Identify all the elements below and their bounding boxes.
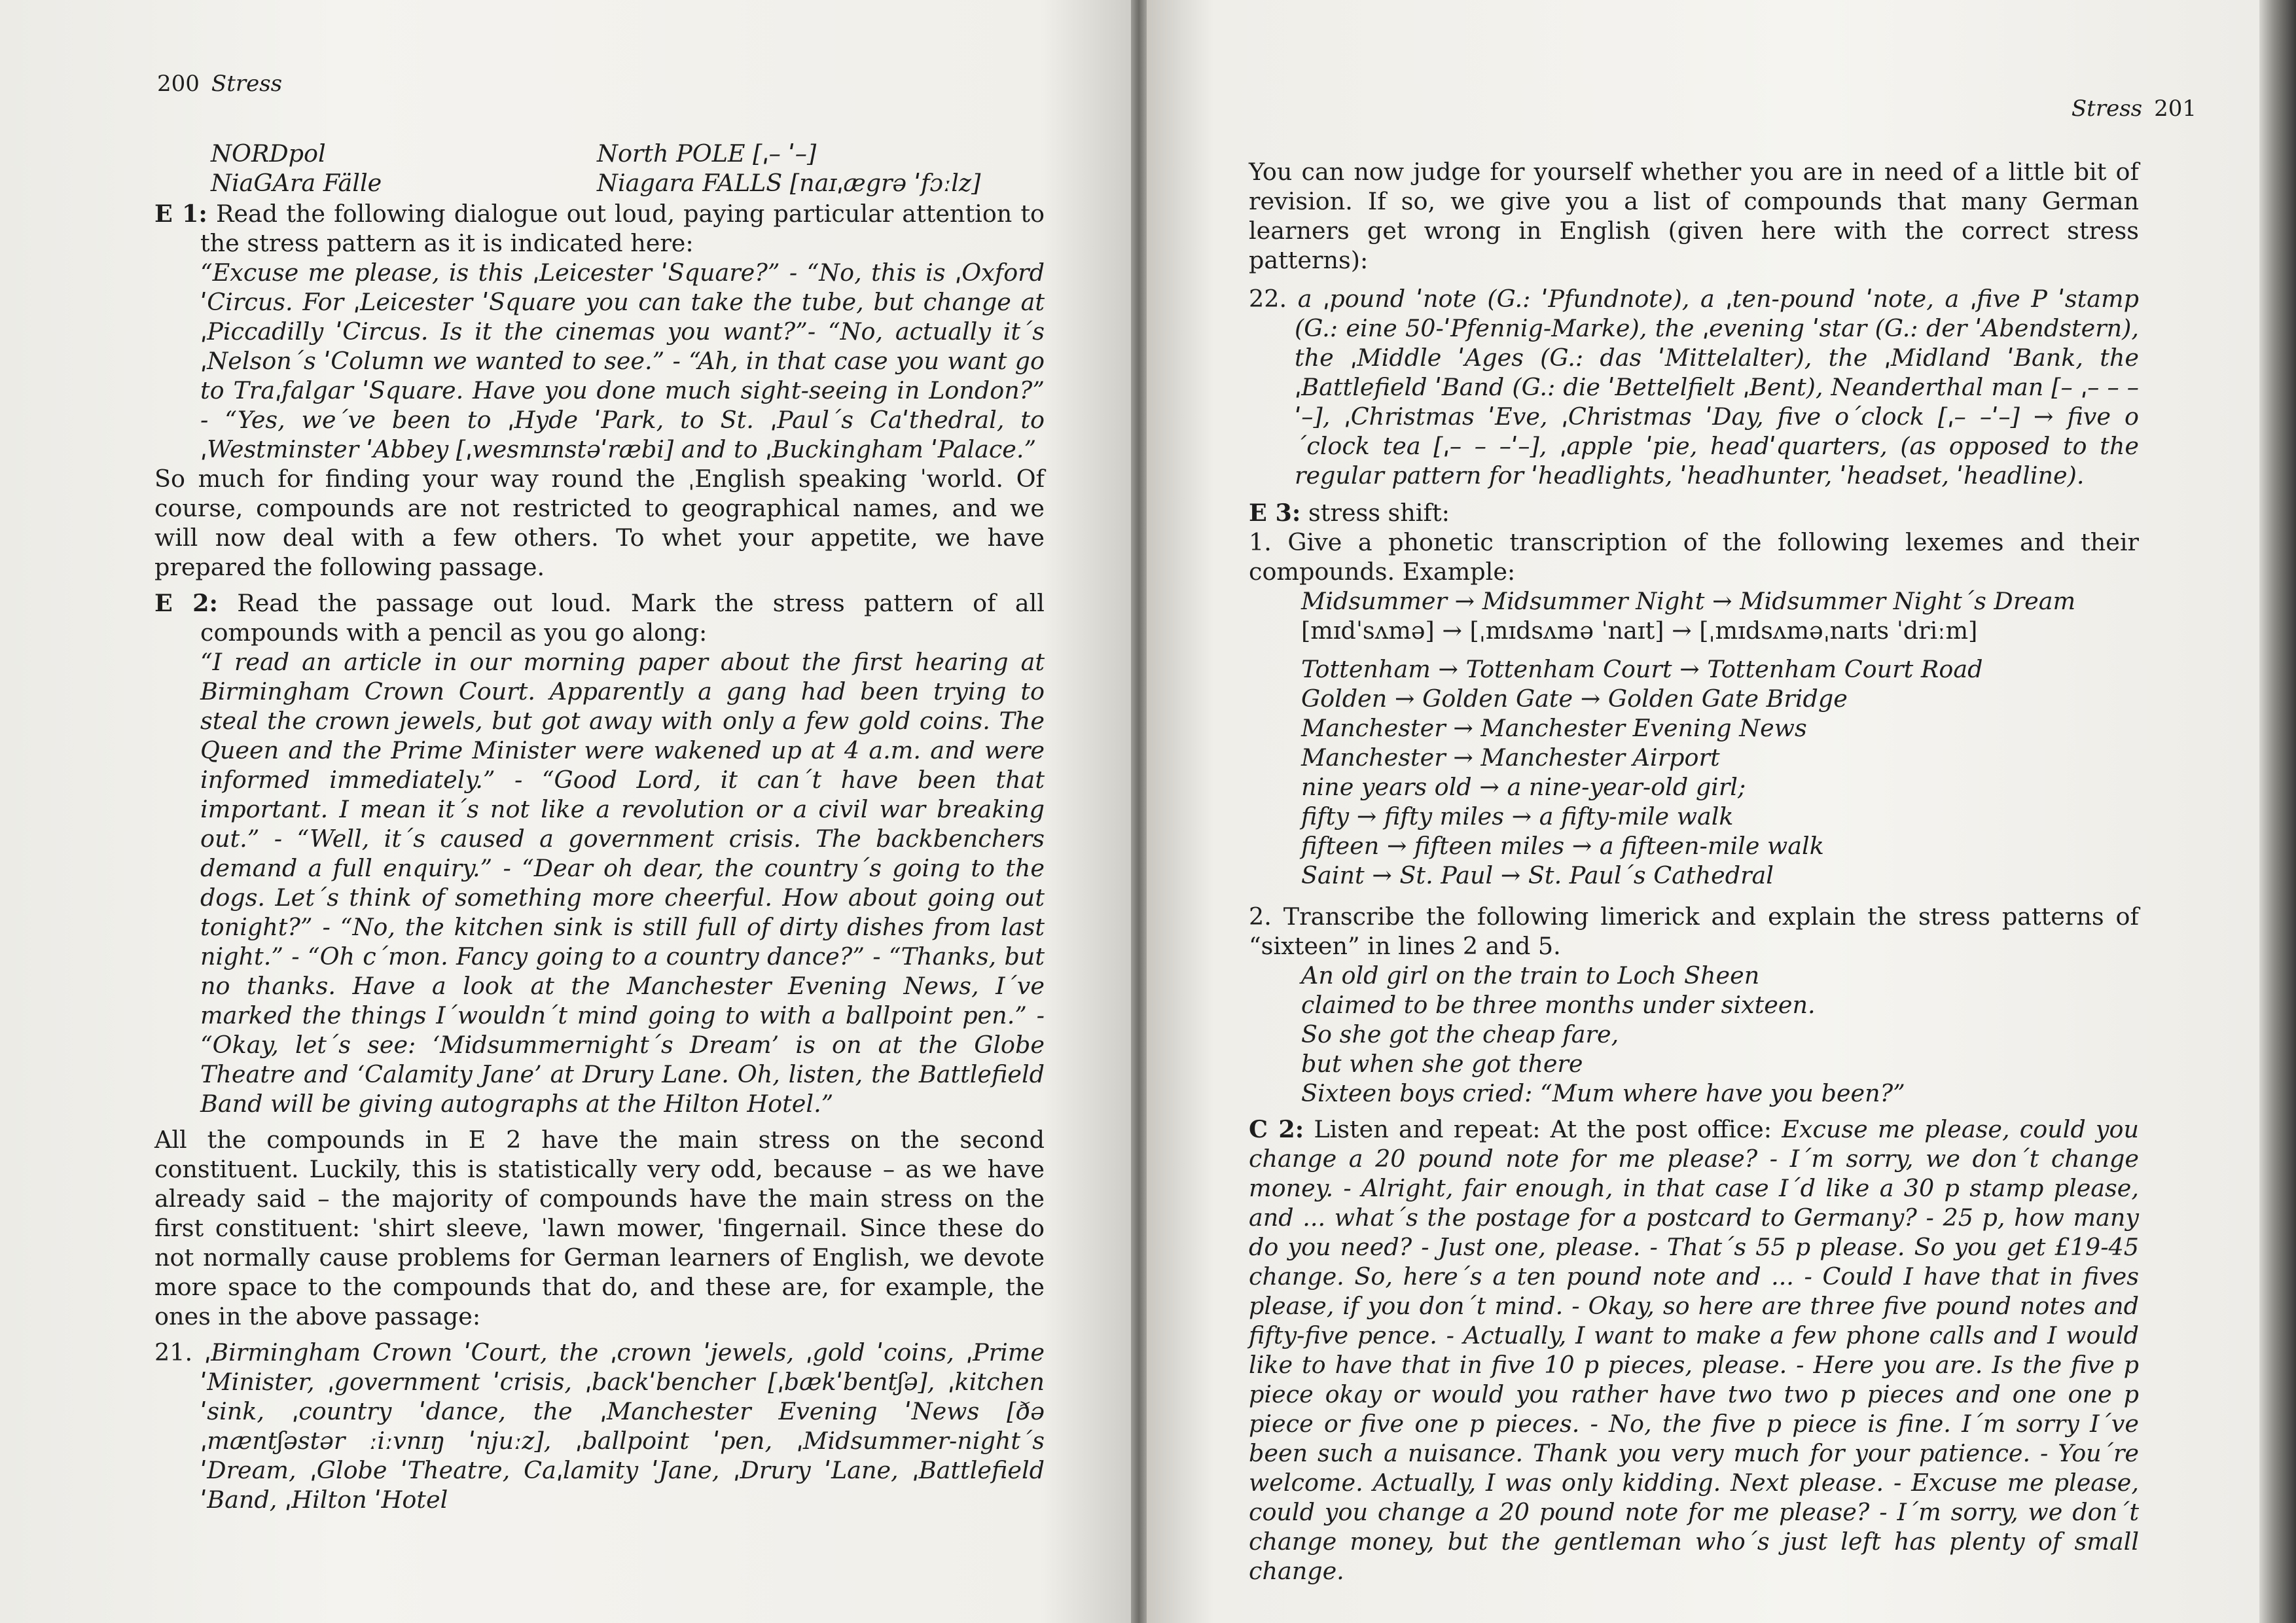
limerick-line: Sixteen boys cried: “Mum where have you been?” [1301, 1079, 1905, 1107]
task-1: 1. Give a phonetic transcription of the following lexemes and their compounds. Example: [1249, 528, 2139, 586]
exercise-e3 [1249, 498, 2139, 527]
exercise-line: Manchester → Manchester Evening News [1301, 714, 1807, 742]
page-number: 200 [157, 71, 200, 97]
exercise-line: Golden → Golden Gate → Golden Gate Bridge [1301, 685, 1848, 713]
item-text: a ˌpound ˈnote (G.: ˈPfundnote), a ˌten-pound ˈnote, a ˌfive P ˈstamp (G.: eine 50-ˈPfennig-Marke), the ˌevening ˈstar (G.: der ˈAbendstern), the ˌMiddle ˈAges (G.: das ˈMittelalter), the ˌMidland ˈBank, the ˌBattlefield ˈBand (G.: die ˈBettelfielt ˌBent), Neanderthal man [– ˌ– – – ˈ–], ˌChristmas ˈEve, ˌChristmas ˈDay, five o´clock [ˌ– –ˈ–] → five o´clock tea [ˌ– – –ˈ–], ˌapple ˈpie, headˈquarters, (as opposed to the regular pattern for ˈheadlights, ˈheadhunter, ˈheadset, ˈheadline). [1295, 285, 2140, 490]
right-page-body [1249, 157, 2139, 1586]
running-head-title: Stress [2071, 96, 2143, 122]
right-page [1147, 0, 2259, 1623]
numbered-item-22 [1249, 284, 2139, 490]
exercise-e1 [154, 199, 1045, 258]
example-german: NiaGAra Fälle [211, 169, 382, 197]
item-number: 22. [1249, 285, 1287, 313]
running-head-title: Stress [211, 71, 283, 97]
exercise-label: E 2: [154, 589, 219, 617]
left-page [0, 0, 1131, 1623]
example-row [154, 168, 1045, 198]
exercise-instruction: Read the following dialogue out loud, paying particular attention to the stress pattern as it is indicated here: [200, 200, 1045, 257]
paragraph: All the compounds in E 2 have the main stress on the second constituent. Luckily, this is statistically very odd, because – as we have already said – the majority of compounds have the main stress on the first constituent: ˈshirt sleeve, ˈlawn mower, ˈfingernail. Since these do not normally cause problems for German learners of English, we devote more space to the compounds that do, and these are, for example, the ones in the above passage: [154, 1126, 1045, 1330]
book-page-edge [2259, 0, 2296, 1623]
exercise-title: stress shift: [1308, 499, 1450, 527]
page-number: 201 [2154, 96, 2197, 122]
example-row [154, 139, 1045, 168]
numbered-item-21 [154, 1338, 1045, 1514]
left-running-head [157, 71, 282, 97]
paragraph: You can now judge for yourself whether you are in need of a little bit of revision. If so, we give you a list of compounds that many German learners get wrong in English (given here with the correct stress patterns): [1249, 158, 2139, 274]
example-block [1249, 586, 2139, 890]
exercise-label: C 2: [1249, 1115, 1304, 1143]
limerick-line: but when she got there [1301, 1050, 1583, 1078]
exercise-instruction: Read the passage out loud. Mark the stress pattern of all compounds with a pencil as you go along: [200, 589, 1045, 647]
item-number: 21. [154, 1338, 193, 1366]
exercise-line: Manchester → Manchester Airport [1301, 743, 1720, 772]
left-page-body [154, 139, 1045, 1514]
example-transcription: [mɪdˈsʌmə] → [ˌmɪdsʌmə ˈnaɪt] → [ˌmɪdsʌməˌnaɪts ˈdriːm] [1301, 616, 1978, 645]
exercise-label: E 3: [1249, 499, 1301, 527]
exercise-line: fifteen → fifteen miles → a fifteen-mile walk [1301, 832, 1824, 860]
limerick-line: An old girl on the train to Loch Sheen [1301, 961, 1760, 990]
exercise-line: fifty → fifty miles → a fifty-mile walk [1301, 802, 1734, 830]
dialogue-c2: Excuse me please, could you change a 20 pound note for me please? - I´m sorry, we don´t change money. - Alright, fair enough, in that case I´d like a 30 p stamp please, and ... what´s the postage for a postcard to Germany? - 25 p, how many do you need? - Just one, please. - That´s 55 p please. So you get £19-45 change. So, here´s a ten pound note and ... - Could I have that in fives please, if you don´t mind. - Okay, so here are three five pound notes and fifty-five pence. - Actually, I want to make a few phone calls and I would like to have that in five 10 p pieces, please. - Here you are. Is the five p piece okay or would you rather have two two p pieces and one one p piece or five one p pieces. - No, the five p piece is fine. I´m sorry I´ve been such a nuisance. Thank you very much for your patience. - You´re welcome. Actually, I was only kidding. Next please. - Excuse me please, could you change a 20 pound note for me please? - I´m sorry, we don´t change money, but the gentleman who´s just left has plenty of small change. [1249, 1115, 2139, 1585]
limerick-line: claimed to be three months under sixteen. [1301, 991, 1816, 1019]
exercise-intro: Listen and repeat: At the post office: [1314, 1115, 1772, 1143]
exercise-line: nine years old → a nine-year-old girl; [1301, 773, 1746, 801]
limerick-line: So she got the cheap fare, [1301, 1020, 1619, 1048]
example-english: Niagara FALLS [naɪˌægrə ˈfɔːlz] [597, 169, 981, 197]
passage-e2: “I read an article in our morning paper about the first hearing at Birmingham Crown Court. Apparently a gang had been trying to steal the crown jewels, but got away with only a few gold coins. The Queen and the Prime Minister were wakened up at 4 a.m. and were informed immediately.” - “Good Lord, it can´t have been that important. I mean it´s not like a revolution or a civil war breaking out.” - “Well, it´s caused a government crisis. The backbenchers demand a full enquiry.” - “Dear oh dear, the country´s going to the dogs. Let´s think of something more cheerful. How about going out tonight?” - “No, the kitchen sink is still full of dirty dishes from last night.” - “Oh c´mon. Fancy going to a country dance?” - “Thanks, but no thanks. Have a look at the Manchester Evening News, I´ve marked the things I´wouldn´t mind going to with a ballpoint pen.” - “Okay, let´s see: ‘Midsummernight´s Dream’ is on at the Globe Theatre and ‘Calamity Jane’ at Drury Lane. Oh, listen, the Battlefield Band will be giving autographs at the Hilton Hotel.” [200, 648, 1045, 1118]
paragraph: So much for finding your way round the ˌEnglish speaking ˈworld. Of course, compounds are not restricted to geographical names, and we will now deal with a few others. To whet your appetite, we have prepared the following passage. [154, 465, 1045, 581]
example-line: Midsummer → Midsummer Night → Midsummer Night´s Dream [1301, 587, 2076, 615]
example-english: North POLE [ˌ– ˈ–] [597, 139, 817, 168]
limerick [1249, 961, 2139, 1108]
exercise-line: Tottenham → Tottenham Court → Tottenham Court Road [1301, 655, 1983, 683]
item-text: ˌBirmingham Crown ˈCourt, the ˌcrown ˈjewels, ˌgold ˈcoins, ˌPrime ˈMinister, ˌgovernment ˈcrisis, ˌbackˈbencher [ˌbækˈbentʃə], ˌkitchen ˈsink, ˌcountry ˈdance, the ˌManchester Evening ˈNews [ðə ˌmæntʃəstər ːiːvnɪŋ ˈnjuːz], ˌballpoint ˈpen, ˌMidsummer-night´s ˈDream, ˌGlobe ˈTheatre, Caˌlamity ˈJane, ˌDrury ˈLane, ˌBattlefield ˈBand, ˌHilton ˈHotel [200, 1338, 1045, 1514]
right-running-head [2072, 96, 2197, 122]
book-gutter [1131, 0, 1147, 1623]
example-german: NORDpol [211, 139, 326, 168]
exercise-e2 [154, 588, 1045, 647]
exercise-label: E 1: [154, 200, 207, 228]
dialogue-e1: “Excuse me please, is this ˌLeicester ˈSquare?” - “No, this is ˌOxford ˈCircus. For ˌLeicester ˈSquare you can take the tube, but change at ˌPiccadilly ˈCircus. Is it the cinemas you want?”- “No, actually it´s ˌNelson´s ˈColumn we wanted to see.” - “Ah, in that case you want go to Traˌfalgar ˈSquare. Have you done much sight-seeing in London?” - “Yes, we´ve been to ˌHyde ˈPark, to St. ˌPaul´s Caˈthedral, to ˌWestminster ˈAbbey [ˌwesmɪnstəˈræbi] and to ˌBuckingham ˈPalace.” [200, 259, 1045, 463]
task-2: 2. Transcribe the following limerick and explain the stress patterns of “sixteen” in lines 2 and 5. [1249, 902, 2139, 960]
exercise-line: Saint → St. Paul → St. Paul´s Cathedral [1301, 861, 1774, 889]
exercise-c2 [1249, 1115, 2139, 1586]
